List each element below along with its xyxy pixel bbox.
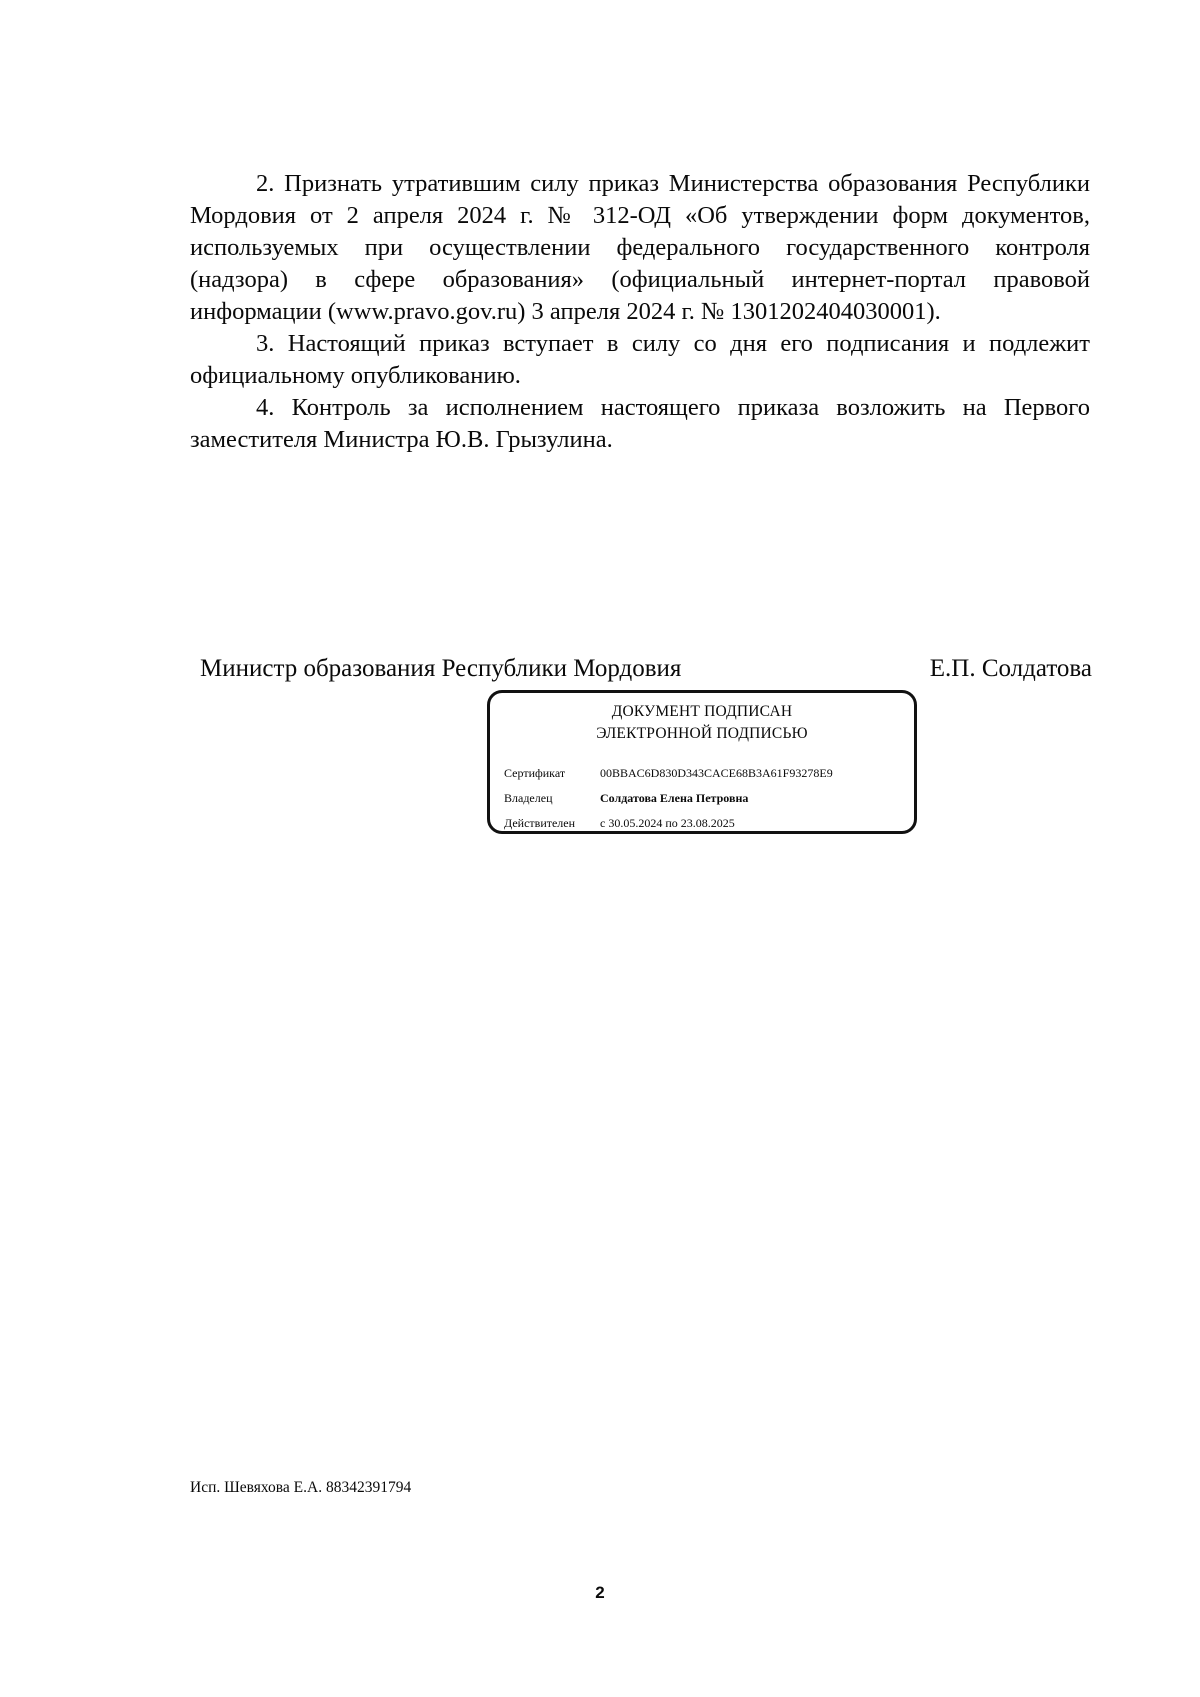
executor-note: Исп. Шевяхова Е.А. 88342391794 — [190, 1479, 412, 1496]
paragraph-4: 4. Контроль за исполнением настоящего приказа возложить на Первого заместителя Министра Ю.В. Грызулина. — [190, 394, 1090, 453]
owner-label: Владелец — [504, 791, 553, 805]
stamp-certificate-row — [504, 765, 833, 781]
stamp-title-line-1: ДОКУМЕНТ ПОДПИСАН — [611, 703, 793, 720]
paragraph-2: 2. Признать утратившим силу приказ Министерства образования Республики Мордовия от 2 апреля 2024 г. № 312-ОД «Об утверждении форм документов, используемых при осуществлении федерального государственного контроля (надзора) в сфере образования» (официальный интернет-портал правовой информации (www.pravo.gov.ru) 3 апреля 2024 г. № 1301202404030001). — [190, 170, 1090, 325]
stamp-owner-row — [504, 790, 748, 806]
stamp-title-line-2: ЭЛЕКТРОННОЙ ПОДПИСЬЮ — [596, 725, 808, 742]
signer-name: Е.П. Солдатова — [929, 655, 1092, 682]
owner-value: Солдатова Елена Петровна — [600, 791, 749, 805]
page-number: 2 — [595, 1583, 605, 1602]
stamp-validity-row — [504, 815, 735, 831]
certificate-label: Сертификат — [504, 766, 566, 780]
validity-label: Действителен — [504, 816, 576, 830]
signature-block — [200, 652, 1092, 686]
signer-position: Министр образования Республики Мордовия — [200, 655, 682, 682]
certificate-value: 00BBAC6D830D343CACE68B3A61F93278E9 — [600, 766, 833, 780]
stamp-title — [490, 701, 914, 745]
paragraph-3: 3. Настоящий приказ вступает в силу со дня его подписания и подлежит официальному опубликованию. — [190, 330, 1090, 389]
validity-value: с 30.05.2024 по 23.08.2025 — [600, 816, 735, 830]
document-body — [190, 168, 1090, 456]
electronic-signature-stamp — [487, 690, 917, 834]
